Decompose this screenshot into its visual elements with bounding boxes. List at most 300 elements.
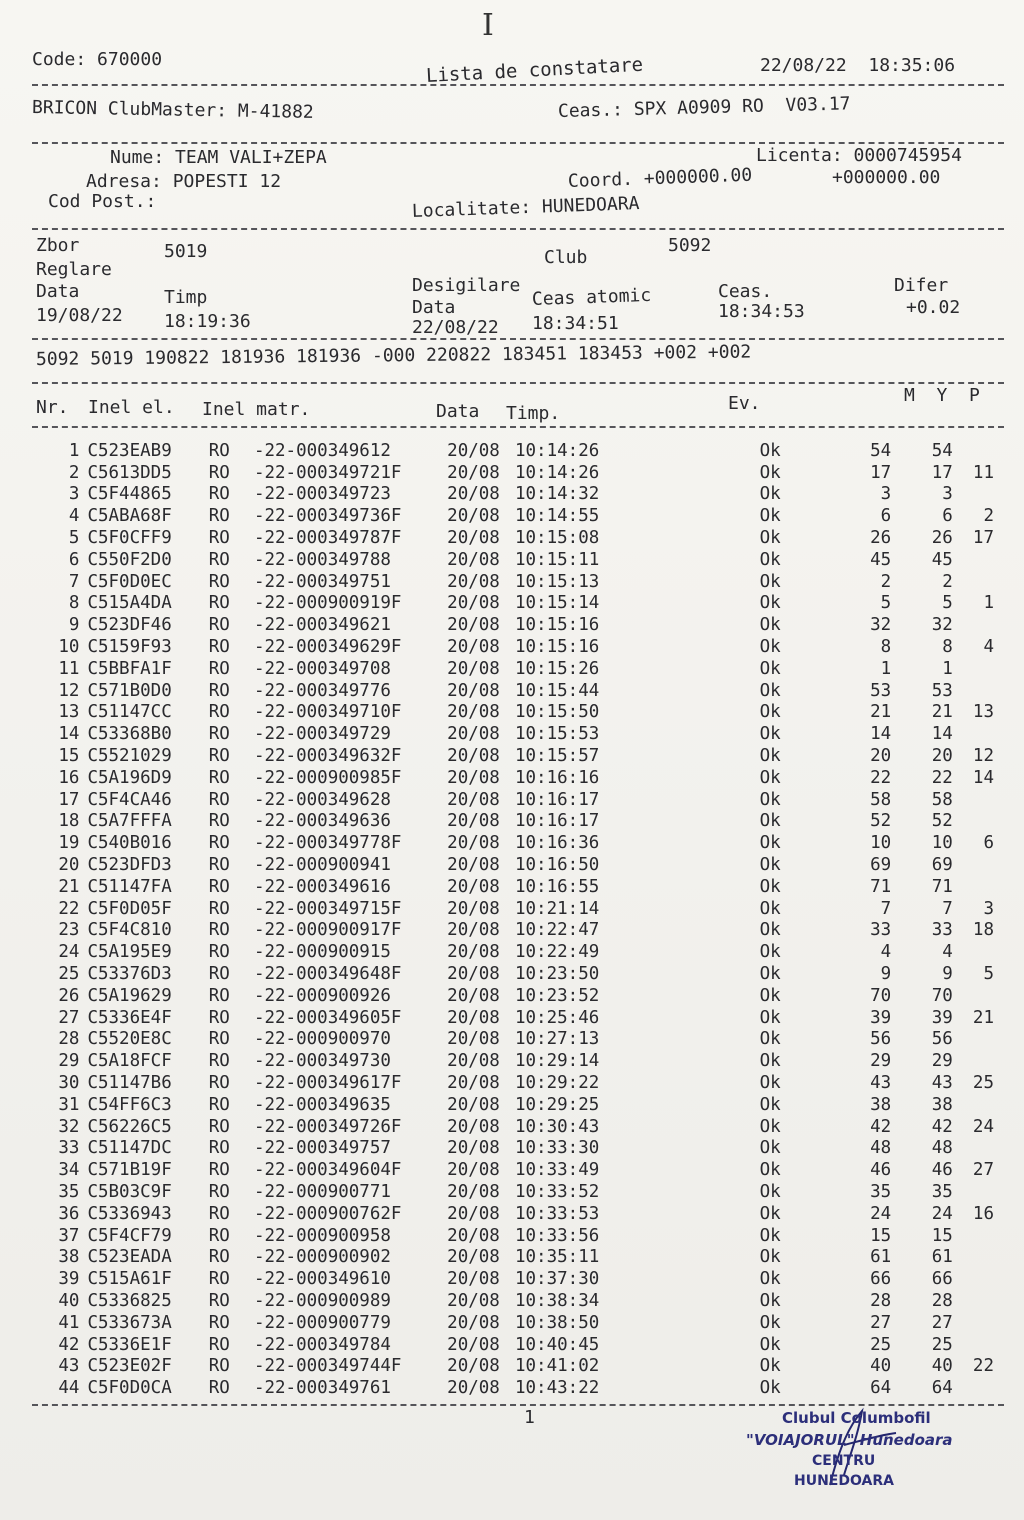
cell-y: 4: [942, 942, 953, 963]
cell-m: 39: [870, 1007, 892, 1028]
cell-data: 20/08: [447, 833, 500, 854]
cell-ring: C5521029: [87, 746, 172, 767]
postal-code-label: Cod Post.:: [48, 191, 157, 212]
cell-matr: -22-000349708: [253, 658, 391, 679]
cell-ev: Ok: [759, 1181, 781, 1202]
cell-ring: C5A196D9: [87, 767, 172, 788]
cell-ev: Ok: [759, 1225, 781, 1246]
cell-y: 21: [931, 702, 953, 723]
atomic-clock-label: Ceas atomic: [531, 284, 652, 310]
cell-matr: -22-000349632F: [253, 746, 402, 767]
cell-ring: C533673A: [87, 1312, 172, 1333]
cell-ev: Ok: [759, 1051, 781, 1072]
cell-ring: C5F0D0EC: [87, 571, 172, 592]
cell-ring: C5B03C9F: [87, 1181, 172, 1202]
clock-label: Ceas.: SPX A0909 RO V03.17: [557, 93, 851, 122]
cell-ro: RO: [208, 506, 230, 527]
coord-label: Coord. +000000.00: [567, 164, 753, 192]
stamp-line-2: "VOIAJORUL" Hunedoara: [746, 1431, 953, 1449]
cell-time: 10:16:36: [514, 833, 600, 854]
cell-p: [953, 1312, 994, 1334]
cell-m: 14: [870, 724, 892, 745]
cell-nr: 10: [58, 637, 80, 658]
cell-ring: C5F0D05F: [87, 898, 172, 919]
table-row: [34, 963, 994, 985]
cell-ev: Ok: [759, 702, 781, 723]
cell-p: 2: [983, 506, 994, 527]
cell-m: 26: [870, 528, 892, 549]
cell-ring: C523EADA: [87, 1247, 172, 1268]
cell-ev: Ok: [759, 920, 781, 941]
cell-data: 20/08: [447, 571, 500, 592]
clock-time-value: 18:34:53: [718, 301, 805, 322]
cell-ro: RO: [208, 1378, 230, 1399]
cell-nr: 12: [58, 680, 80, 701]
cell-matr: -22-000900771: [253, 1181, 391, 1202]
cell-m: 71: [870, 876, 892, 897]
cell-m: 4: [880, 942, 892, 963]
cell-matr: -22-000900970: [253, 1029, 391, 1050]
table-row: [34, 702, 994, 724]
cell-p: 18: [972, 920, 994, 941]
cell-time: 10:23:50: [514, 964, 600, 985]
page-number: 1: [524, 1407, 535, 1428]
cell-nr: 28: [58, 1029, 80, 1050]
cell-data: 20/08: [447, 593, 500, 614]
cell-ev: Ok: [759, 876, 781, 897]
cell-time: 10:14:32: [514, 484, 600, 505]
cell-p: 24: [972, 1116, 994, 1137]
cell-ring: C5159F93: [87, 637, 172, 658]
locality-label: Localitate: HUNEDOARA: [411, 193, 640, 222]
cell-y: 1: [942, 658, 953, 679]
cell-ro: RO: [208, 1029, 230, 1050]
cell-ev: Ok: [759, 789, 781, 810]
cell-m: 53: [870, 680, 892, 701]
summary-line: 5092 5019 190822 181936 181936 -000 220822 183451 183453 +002 +002: [35, 341, 752, 370]
cell-matr: -22-000349751: [253, 571, 391, 592]
cell-time: 10:29:22: [514, 1073, 600, 1093]
cell-y: 17: [931, 462, 953, 483]
cell-y: 3: [942, 484, 953, 505]
cell-p: [953, 680, 994, 702]
cell-ro: RO: [208, 1138, 230, 1159]
cell-time: 10:15:26: [514, 658, 600, 679]
table-row: [34, 1377, 994, 1399]
cell-m: 3: [880, 484, 892, 505]
results-table-body: [34, 440, 994, 1399]
cell-data: 20/08: [447, 1029, 500, 1050]
table-row: [34, 1246, 994, 1268]
cell-ro: RO: [208, 637, 230, 658]
cell-ring: C5336943: [87, 1203, 172, 1224]
cell-ev: Ok: [759, 811, 781, 832]
cell-m: 1: [880, 658, 892, 679]
cell-matr: -22-000349617F: [253, 1073, 402, 1093]
cell-matr: -22-000349788: [253, 549, 391, 570]
atomic-clock-value: 18:34:51: [532, 313, 619, 334]
cell-ring: C571B19F: [87, 1160, 172, 1181]
cell-data: 20/08: [447, 484, 500, 505]
col-ring-el: Inel el.: [88, 397, 175, 418]
cell-ev: Ok: [759, 1312, 781, 1333]
col-ring-matr: Inel matr.: [202, 399, 311, 420]
cell-ro: RO: [208, 615, 230, 636]
cell-data: 20/08: [447, 942, 500, 963]
cell-time: 10:33:56: [514, 1225, 600, 1246]
cell-p: [953, 1050, 994, 1072]
cell-p: [953, 1246, 994, 1268]
cell-y: 29: [931, 1051, 953, 1072]
cell-data: 20/08: [447, 1007, 500, 1028]
cell-nr: 37: [58, 1225, 80, 1246]
cell-ev: Ok: [759, 571, 781, 592]
cell-time: 10:33:49: [514, 1160, 600, 1181]
table-row: [34, 1029, 994, 1051]
table-row: [34, 1159, 994, 1181]
cell-p: 3: [983, 898, 994, 919]
cell-ring: C523EAB9: [87, 440, 172, 461]
code-label: Code: 670000: [32, 49, 163, 70]
cell-nr: 11: [58, 658, 80, 679]
cell-data: 20/08: [447, 1116, 500, 1137]
cell-data: 20/08: [447, 1203, 500, 1224]
cell-p: [953, 658, 994, 680]
cell-ring: C5F44865: [87, 484, 172, 505]
cell-m: 7: [880, 898, 892, 919]
cell-nr: 7: [68, 571, 80, 592]
license-label: Licenta: 0000745954: [756, 145, 962, 166]
cell-ring: C523DFD3: [87, 855, 172, 876]
stamp-line-3: CENTRU: [812, 1453, 876, 1469]
club-stamp: [740, 1405, 1000, 1495]
cell-matr: -22-000900958: [253, 1225, 391, 1246]
cell-y: 32: [931, 615, 953, 636]
cell-p: [953, 811, 994, 833]
cell-time: 10:15:16: [514, 637, 600, 658]
cell-m: 48: [870, 1138, 892, 1159]
cell-m: 10: [870, 833, 892, 854]
cell-p: 22: [972, 1356, 994, 1377]
handwritten-mark: I: [482, 8, 494, 43]
cell-ring: C53376D3: [87, 964, 172, 985]
cell-matr: -22-000349628: [253, 789, 391, 810]
cell-ev: Ok: [759, 1094, 781, 1115]
print-datetime: 22/08/22 18:35:06: [760, 55, 956, 76]
difference-value: +0.02: [906, 297, 961, 318]
cell-nr: 19: [58, 833, 80, 854]
cell-ev: Ok: [759, 898, 781, 919]
cell-ro: RO: [208, 1181, 230, 1202]
cell-y: 24: [931, 1203, 953, 1224]
cell-time: 10:15:57: [514, 746, 600, 767]
table-row: [34, 1334, 994, 1356]
cell-y: 64: [931, 1378, 953, 1399]
table-row: [34, 1225, 994, 1247]
cell-ro: RO: [208, 1269, 230, 1290]
cell-time: 10:16:16: [514, 767, 600, 788]
cell-time: 10:38:34: [514, 1290, 600, 1311]
cell-m: 28: [870, 1290, 892, 1311]
cell-p: [953, 1225, 994, 1247]
cell-p: 21: [972, 1007, 994, 1028]
cell-nr: 38: [58, 1247, 80, 1268]
cell-nr: 21: [58, 876, 80, 897]
cell-y: 40: [931, 1356, 953, 1377]
cell-nr: 8: [68, 593, 80, 614]
cell-ev: Ok: [759, 833, 781, 854]
cell-ro: RO: [208, 964, 230, 985]
cell-m: 45: [870, 549, 892, 570]
cell-data: 20/08: [447, 440, 500, 461]
cell-nr: 5: [68, 528, 80, 549]
cell-m: 38: [870, 1094, 892, 1115]
cell-time: 10:33:52: [514, 1181, 600, 1202]
cell-p: 1: [983, 593, 994, 614]
cell-y: 69: [931, 855, 953, 876]
cell-ro: RO: [208, 1073, 230, 1093]
cell-y: 9: [942, 964, 953, 985]
difference-label: Difer: [894, 275, 949, 296]
cell-ev: Ok: [759, 1007, 781, 1028]
cell-ring: C5F0CFF9: [87, 528, 172, 549]
cell-data: 20/08: [447, 1225, 500, 1246]
cell-y: 54: [931, 440, 953, 461]
cell-data: 20/08: [447, 1073, 500, 1093]
cell-y: 38: [931, 1094, 953, 1115]
cell-time: 10:21:14: [514, 898, 600, 919]
cell-matr: -22-000349729: [253, 724, 391, 745]
cell-time: 10:15:13: [514, 571, 600, 592]
table-row: [34, 593, 994, 615]
cell-ro: RO: [208, 724, 230, 745]
table-row: [34, 1268, 994, 1290]
table-row: [34, 789, 994, 811]
cell-time: 10:38:50: [514, 1312, 600, 1333]
cell-matr: -22-000349744F: [253, 1356, 402, 1377]
cell-matr: -22-000349757: [253, 1138, 391, 1159]
cell-nr: 9: [68, 615, 80, 636]
cell-nr: 27: [58, 1007, 80, 1028]
cell-y: 70: [931, 985, 953, 1006]
club-value: 5092: [668, 235, 712, 256]
cell-ring: C540B016: [87, 833, 172, 854]
cell-ev: Ok: [759, 462, 781, 483]
table-row: [34, 658, 994, 680]
table-row: [34, 680, 994, 702]
cell-p: [953, 1138, 994, 1160]
cell-p: 17: [972, 528, 994, 549]
cell-ring: C5336E1F: [87, 1334, 172, 1355]
unsealing-date-value: 22/08/22: [412, 317, 499, 338]
cell-ev: Ok: [759, 637, 781, 658]
cell-ro: RO: [208, 1290, 230, 1311]
stamp-line-4: HUNEDOARA: [794, 1473, 894, 1489]
cell-matr: -22-000349723: [253, 484, 391, 505]
cell-ro: RO: [208, 985, 230, 1006]
cell-ev: Ok: [759, 1247, 781, 1268]
cell-time: 10:27:13: [514, 1029, 600, 1050]
cell-time: 10:22:49: [514, 942, 600, 963]
cell-ring: C515A61F: [87, 1269, 172, 1290]
cell-p: [953, 1268, 994, 1290]
cell-m: 35: [870, 1181, 892, 1202]
flight-value: 5019: [164, 241, 208, 262]
cell-ring: C5A19629: [87, 985, 172, 1006]
cell-y: 22: [931, 767, 953, 788]
cell-ro: RO: [208, 746, 230, 767]
cell-p: [953, 941, 994, 963]
cell-ev: Ok: [759, 1356, 781, 1377]
table-row: [34, 440, 994, 462]
table-row: [34, 767, 994, 789]
table-row: [34, 549, 994, 571]
cell-ev: Ok: [759, 506, 781, 527]
cell-ro: RO: [208, 1312, 230, 1333]
cell-data: 20/08: [447, 1312, 500, 1333]
cell-data: 20/08: [447, 855, 500, 876]
cell-ring: C5F4C810: [87, 920, 172, 941]
table-row: [34, 614, 994, 636]
cell-time: 10:15:11: [514, 549, 600, 570]
cell-ring: C515A4DA: [87, 593, 172, 614]
cell-ro: RO: [208, 1051, 230, 1072]
cell-data: 20/08: [447, 1160, 500, 1181]
cell-ring: C51147FA: [87, 876, 172, 897]
cell-matr: -22-000349621: [253, 615, 391, 636]
cell-m: 52: [870, 811, 892, 832]
date-label: Data: [36, 281, 80, 302]
cell-time: 10:35:11: [514, 1247, 600, 1268]
cell-y: 27: [931, 1312, 953, 1333]
table-row: [34, 854, 994, 876]
cell-time: 10:14:26: [514, 462, 600, 483]
cell-y: 33: [931, 920, 953, 941]
table-row: [34, 1312, 994, 1334]
cell-matr: -22-000900985F: [253, 767, 402, 788]
cell-p: [953, 985, 994, 1007]
stamp-line-1: Clubul Columbofil: [782, 1409, 931, 1427]
cell-nr: 43: [58, 1356, 80, 1377]
cell-p: 4: [983, 637, 994, 658]
cell-nr: 25: [58, 964, 80, 985]
cell-data: 20/08: [447, 462, 500, 483]
cell-m: 15: [870, 1225, 892, 1246]
cell-p: [953, 1181, 994, 1203]
divider: [32, 426, 1004, 428]
cell-y: 46: [931, 1160, 953, 1181]
cell-nr: 17: [58, 789, 80, 810]
cell-p: [953, 571, 994, 593]
setting-date: 19/08/22: [36, 305, 123, 326]
cell-m: 61: [870, 1247, 892, 1268]
cell-m: 24: [870, 1203, 892, 1224]
table-row: [34, 1050, 994, 1072]
cell-p: 27: [972, 1160, 994, 1181]
cell-data: 20/08: [447, 789, 500, 810]
cell-y: 6: [942, 506, 953, 527]
cell-y: 14: [931, 724, 953, 745]
cell-time: 10:22:47: [514, 920, 600, 941]
table-row: [34, 527, 994, 549]
cell-ev: Ok: [759, 767, 781, 788]
cell-nr: 23: [58, 920, 80, 941]
clubmaster-label: BRICON ClubMaster: M-41882: [31, 97, 314, 123]
cell-data: 20/08: [447, 549, 500, 570]
cell-matr: -22-000349730: [253, 1051, 391, 1072]
cell-ro: RO: [208, 789, 230, 810]
cell-y: 48: [931, 1138, 953, 1159]
cell-time: 10:40:45: [514, 1334, 600, 1355]
cell-nr: 41: [58, 1312, 80, 1333]
cell-p: [953, 789, 994, 811]
cell-matr: -22-000349726F: [253, 1116, 402, 1137]
table-row: [34, 941, 994, 963]
cell-data: 20/08: [447, 985, 500, 1006]
cell-ev: Ok: [759, 1203, 781, 1224]
cell-matr: -22-000349616: [253, 876, 391, 897]
cell-time: 10:33:30: [514, 1138, 600, 1159]
cell-m: 40: [870, 1356, 892, 1377]
cell-ev: Ok: [759, 1029, 781, 1050]
cell-m: 17: [870, 462, 892, 483]
cell-time: 10:30:43: [514, 1116, 600, 1137]
cell-m: 46: [870, 1160, 892, 1181]
cell-y: 45: [931, 549, 953, 570]
setting-label: Reglare: [36, 259, 112, 280]
table-row: [34, 505, 994, 527]
cell-matr: -22-000900941: [253, 855, 391, 876]
cell-ring: C51147B6: [87, 1073, 172, 1093]
table-row: [34, 723, 994, 745]
cell-ev: Ok: [759, 1334, 781, 1355]
cell-p: [953, 1290, 994, 1312]
cell-matr: -22-000900926: [253, 985, 391, 1006]
cell-data: 20/08: [447, 1334, 500, 1355]
cell-nr: 44: [58, 1378, 80, 1399]
table-row: [34, 571, 994, 593]
cell-ring: C5520E8C: [87, 1029, 172, 1050]
table-row: [34, 876, 994, 898]
cell-m: 54: [870, 440, 892, 461]
cell-ev: Ok: [759, 680, 781, 701]
divider: [32, 338, 1004, 340]
cell-nr: 29: [58, 1051, 80, 1072]
cell-data: 20/08: [447, 876, 500, 897]
cell-time: 10:15:44: [514, 680, 600, 701]
cell-nr: 40: [58, 1290, 80, 1311]
cell-ring: C53368B0: [87, 724, 172, 745]
cell-m: 21: [870, 702, 892, 723]
cell-p: [953, 723, 994, 745]
cell-y: 66: [931, 1269, 953, 1290]
cell-ev: Ok: [759, 855, 781, 876]
cell-ring: C5F4CA46: [87, 789, 172, 810]
cell-m: 69: [870, 855, 892, 876]
cell-y: 26: [931, 528, 953, 549]
cell-matr: -22-000349610: [253, 1269, 391, 1290]
cell-nr: 2: [68, 462, 80, 483]
cell-ev: Ok: [759, 1116, 781, 1137]
cell-ev: Ok: [759, 724, 781, 745]
cell-ring: C51147DC: [87, 1138, 172, 1159]
cell-data: 20/08: [447, 637, 500, 658]
table-row: [34, 1094, 994, 1116]
cell-ev: Ok: [759, 1138, 781, 1159]
cell-ring: C523DF46: [87, 615, 172, 636]
cell-ro: RO: [208, 1225, 230, 1246]
cell-ev: Ok: [759, 593, 781, 614]
